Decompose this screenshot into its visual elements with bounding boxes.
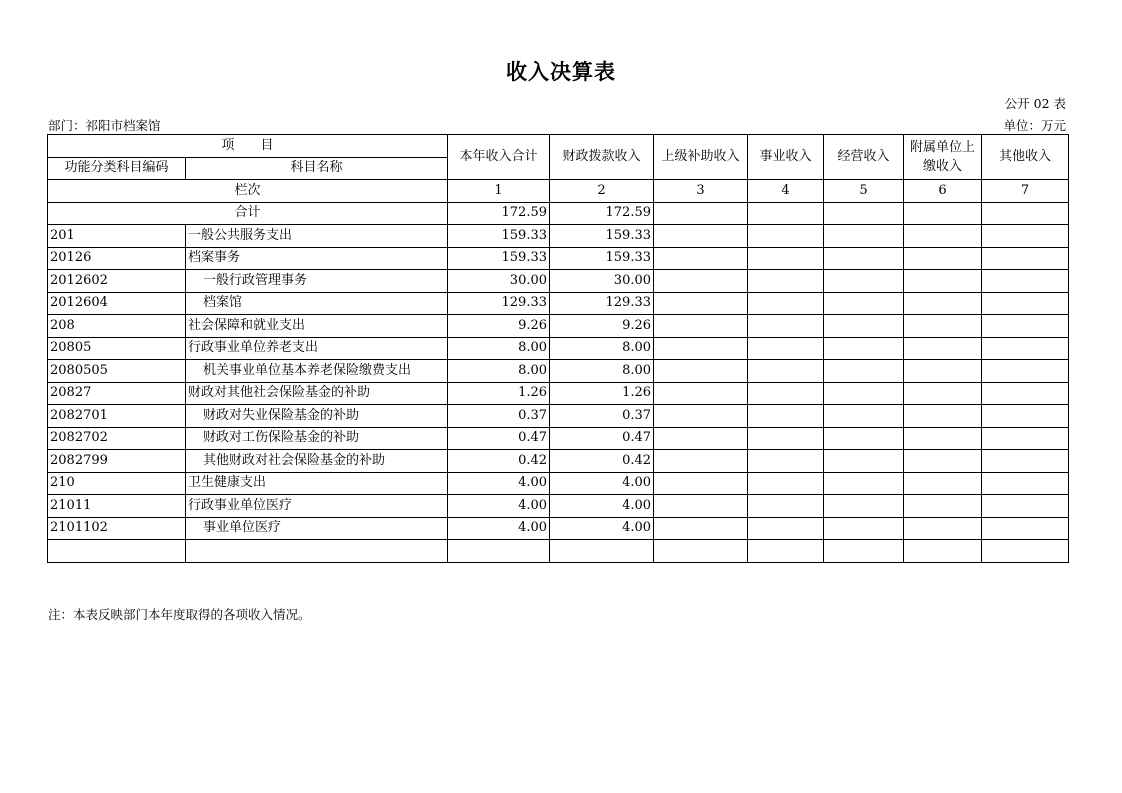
table-row [48, 405, 1069, 428]
amount-cell [654, 540, 748, 563]
amount-cell [824, 382, 904, 405]
amount-cell: 159.33 [448, 247, 550, 270]
amount-cell [824, 247, 904, 270]
total-value [748, 202, 824, 225]
amount-cell [654, 382, 748, 405]
amount-cell [824, 360, 904, 383]
col-header-fiscal-income: 财政拨款收入 [550, 135, 654, 180]
amount-cell [824, 427, 904, 450]
amount-cell [982, 225, 1069, 248]
subject-name-cell: 一般行政管理事务 [186, 270, 448, 293]
amount-cell [748, 270, 824, 293]
amount-cell: 129.33 [448, 292, 550, 315]
col-header-superior-subsidy: 上级补助收入 [654, 135, 748, 180]
table-row [48, 337, 1069, 360]
amount-cell: 159.33 [448, 225, 550, 248]
amount-cell: 30.00 [448, 270, 550, 293]
subject-name-cell: 行政事业单位医疗 [186, 495, 448, 518]
total-row [48, 202, 1069, 225]
amount-cell: 4.00 [448, 517, 550, 540]
amount-cell [904, 382, 982, 405]
amount-cell [654, 450, 748, 473]
form-number: 公开 02 表 [1004, 96, 1066, 111]
total-value: 172.59 [448, 202, 550, 225]
amount-cell [654, 360, 748, 383]
table-row [48, 450, 1069, 473]
item-header: 项 目 [48, 135, 448, 158]
amount-cell [748, 225, 824, 248]
subject-name-cell: 财政对其他社会保险基金的补助 [186, 382, 448, 405]
table-row [48, 495, 1069, 518]
amount-cell: 9.26 [448, 315, 550, 338]
amount-cell: 4.00 [448, 495, 550, 518]
amount-cell [982, 540, 1069, 563]
total-value [904, 202, 982, 225]
subject-name-cell: 机关事业单位基本养老保险缴费支出 [186, 360, 448, 383]
amount-cell: 0.47 [448, 427, 550, 450]
amount-cell: 129.33 [550, 292, 654, 315]
amount-cell [748, 315, 824, 338]
amount-cell: 8.00 [550, 360, 654, 383]
col-header-business-income: 事业收入 [748, 135, 824, 180]
amount-cell [904, 495, 982, 518]
subject-name-cell: 财政对失业保险基金的补助 [186, 405, 448, 428]
lanci-number: 7 [982, 180, 1069, 203]
col-header-total-income: 本年收入合计 [448, 135, 550, 180]
amount-cell [824, 270, 904, 293]
table-row [48, 247, 1069, 270]
total-value [824, 202, 904, 225]
amount-cell [904, 337, 982, 360]
table-row [48, 270, 1069, 293]
amount-cell [654, 292, 748, 315]
subject-name-cell: 一般公共服务支出 [186, 225, 448, 248]
amount-cell [748, 360, 824, 383]
amount-cell [904, 472, 982, 495]
subject-name-cell: 社会保障和就业支出 [186, 315, 448, 338]
lanci-number: 4 [748, 180, 824, 203]
subject-name-cell: 卫生健康支出 [186, 472, 448, 495]
amount-cell [904, 225, 982, 248]
page-title: 收入决算表 [506, 60, 616, 84]
table-row [48, 382, 1069, 405]
total-value: 172.59 [550, 202, 654, 225]
total-value [982, 202, 1069, 225]
amount-cell: 1.26 [448, 382, 550, 405]
subject-name-cell: 档案馆 [186, 292, 448, 315]
col-header-operating-income: 经营收入 [824, 135, 904, 180]
subject-code-cell: 2080505 [48, 360, 186, 383]
subject-code-cell: 201 [48, 225, 186, 248]
subject-code-cell: 2012604 [48, 292, 186, 315]
subject-code-cell: 210 [48, 472, 186, 495]
amount-cell: 0.47 [550, 427, 654, 450]
amount-cell [654, 405, 748, 428]
subject-name-cell: 行政事业单位养老支出 [186, 337, 448, 360]
subject-code-cell: 20126 [48, 247, 186, 270]
amount-cell: 8.00 [550, 337, 654, 360]
amount-cell: 8.00 [448, 360, 550, 383]
amount-cell [824, 450, 904, 473]
amount-cell [824, 540, 904, 563]
amount-cell [982, 472, 1069, 495]
amount-cell [748, 247, 824, 270]
footnote: 注：本表反映部门本年度取得的各项收入情况。 [48, 607, 311, 622]
col-header-affiliate-income: 附属单位上缴收入 [904, 135, 982, 180]
table-row [48, 517, 1069, 540]
amount-cell [654, 517, 748, 540]
amount-cell [982, 292, 1069, 315]
lanci-number: 1 [448, 180, 550, 203]
table-row [48, 360, 1069, 383]
table-row [48, 315, 1069, 338]
amount-cell [654, 315, 748, 338]
amount-cell: 0.37 [550, 405, 654, 428]
amount-cell: 159.33 [550, 247, 654, 270]
amount-cell: 0.37 [448, 405, 550, 428]
amount-cell [654, 427, 748, 450]
amount-cell [904, 247, 982, 270]
amount-cell [982, 427, 1069, 450]
amount-cell [904, 292, 982, 315]
lanci-number: 6 [904, 180, 982, 203]
amount-cell [824, 472, 904, 495]
amount-cell [982, 450, 1069, 473]
subject-name-cell [186, 540, 448, 563]
amount-cell [654, 225, 748, 248]
table-row [48, 472, 1069, 495]
code-column-header: 功能分类科目编码 [48, 157, 186, 180]
amount-cell [824, 315, 904, 338]
amount-cell: 4.00 [550, 517, 654, 540]
amount-cell: 159.33 [550, 225, 654, 248]
subject-code-cell: 2082702 [48, 427, 186, 450]
subject-name-cell: 档案事务 [186, 247, 448, 270]
table-row [48, 225, 1069, 248]
amount-cell [748, 405, 824, 428]
amount-cell [654, 247, 748, 270]
subject-name-cell: 财政对工伤保险基金的补助 [186, 427, 448, 450]
lanci-number: 2 [550, 180, 654, 203]
amount-cell [748, 540, 824, 563]
amount-cell [824, 337, 904, 360]
col-header-other-income: 其他收入 [982, 135, 1069, 180]
table-row [48, 292, 1069, 315]
subject-code-cell [48, 540, 186, 563]
amount-cell [824, 495, 904, 518]
amount-cell [748, 427, 824, 450]
subject-code-cell: 20827 [48, 382, 186, 405]
amount-cell [982, 360, 1069, 383]
amount-cell: 4.00 [550, 472, 654, 495]
header-row-1 [48, 135, 1069, 158]
amount-cell [748, 517, 824, 540]
income-report-table [47, 134, 1069, 563]
amount-cell [824, 405, 904, 428]
amount-cell: 9.26 [550, 315, 654, 338]
subject-code-cell: 21011 [48, 495, 186, 518]
subject-code-cell: 20805 [48, 337, 186, 360]
column-number-row [48, 180, 1069, 203]
amount-cell [982, 495, 1069, 518]
amount-cell [550, 540, 654, 563]
amount-cell [982, 405, 1069, 428]
amount-cell [982, 517, 1069, 540]
amount-cell [904, 540, 982, 563]
unit-label: 单位：万元 [1003, 118, 1066, 133]
total-label: 合计 [48, 202, 448, 225]
amount-cell [904, 360, 982, 383]
amount-cell [904, 405, 982, 428]
amount-cell [982, 337, 1069, 360]
amount-cell: 8.00 [448, 337, 550, 360]
amount-cell [654, 270, 748, 293]
amount-cell [904, 315, 982, 338]
amount-cell [904, 450, 982, 473]
total-value [654, 202, 748, 225]
amount-cell: 0.42 [550, 450, 654, 473]
amount-cell [904, 270, 982, 293]
subject-code-cell: 2012602 [48, 270, 186, 293]
amount-cell [654, 472, 748, 495]
table-row [48, 540, 1069, 563]
amount-cell [748, 382, 824, 405]
amount-cell [904, 517, 982, 540]
amount-cell [748, 292, 824, 315]
amount-cell: 0.42 [448, 450, 550, 473]
amount-cell [654, 337, 748, 360]
amount-cell [748, 337, 824, 360]
amount-cell [824, 517, 904, 540]
amount-cell: 1.26 [550, 382, 654, 405]
amount-cell [824, 225, 904, 248]
subject-name-cell: 事业单位医疗 [186, 517, 448, 540]
lanci-number: 3 [654, 180, 748, 203]
amount-cell [748, 472, 824, 495]
amount-cell [654, 495, 748, 518]
subject-code-cell: 2101102 [48, 517, 186, 540]
lanci-number: 5 [824, 180, 904, 203]
amount-cell [448, 540, 550, 563]
amount-cell [904, 427, 982, 450]
amount-cell: 4.00 [448, 472, 550, 495]
lanci-label: 栏次 [48, 180, 448, 203]
amount-cell [748, 495, 824, 518]
subject-name-cell: 其他财政对社会保险基金的补助 [186, 450, 448, 473]
table-row [48, 427, 1069, 450]
subject-code-cell: 208 [48, 315, 186, 338]
amount-cell [982, 270, 1069, 293]
department-label: 部门：祁阳市档案馆 [48, 118, 161, 133]
amount-cell [982, 382, 1069, 405]
amount-cell [982, 247, 1069, 270]
amount-cell [748, 450, 824, 473]
subject-code-cell: 2082701 [48, 405, 186, 428]
amount-cell [824, 292, 904, 315]
amount-cell: 30.00 [550, 270, 654, 293]
name-column-header: 科目名称 [186, 157, 448, 180]
amount-cell: 4.00 [550, 495, 654, 518]
amount-cell [982, 315, 1069, 338]
subject-code-cell: 2082799 [48, 450, 186, 473]
